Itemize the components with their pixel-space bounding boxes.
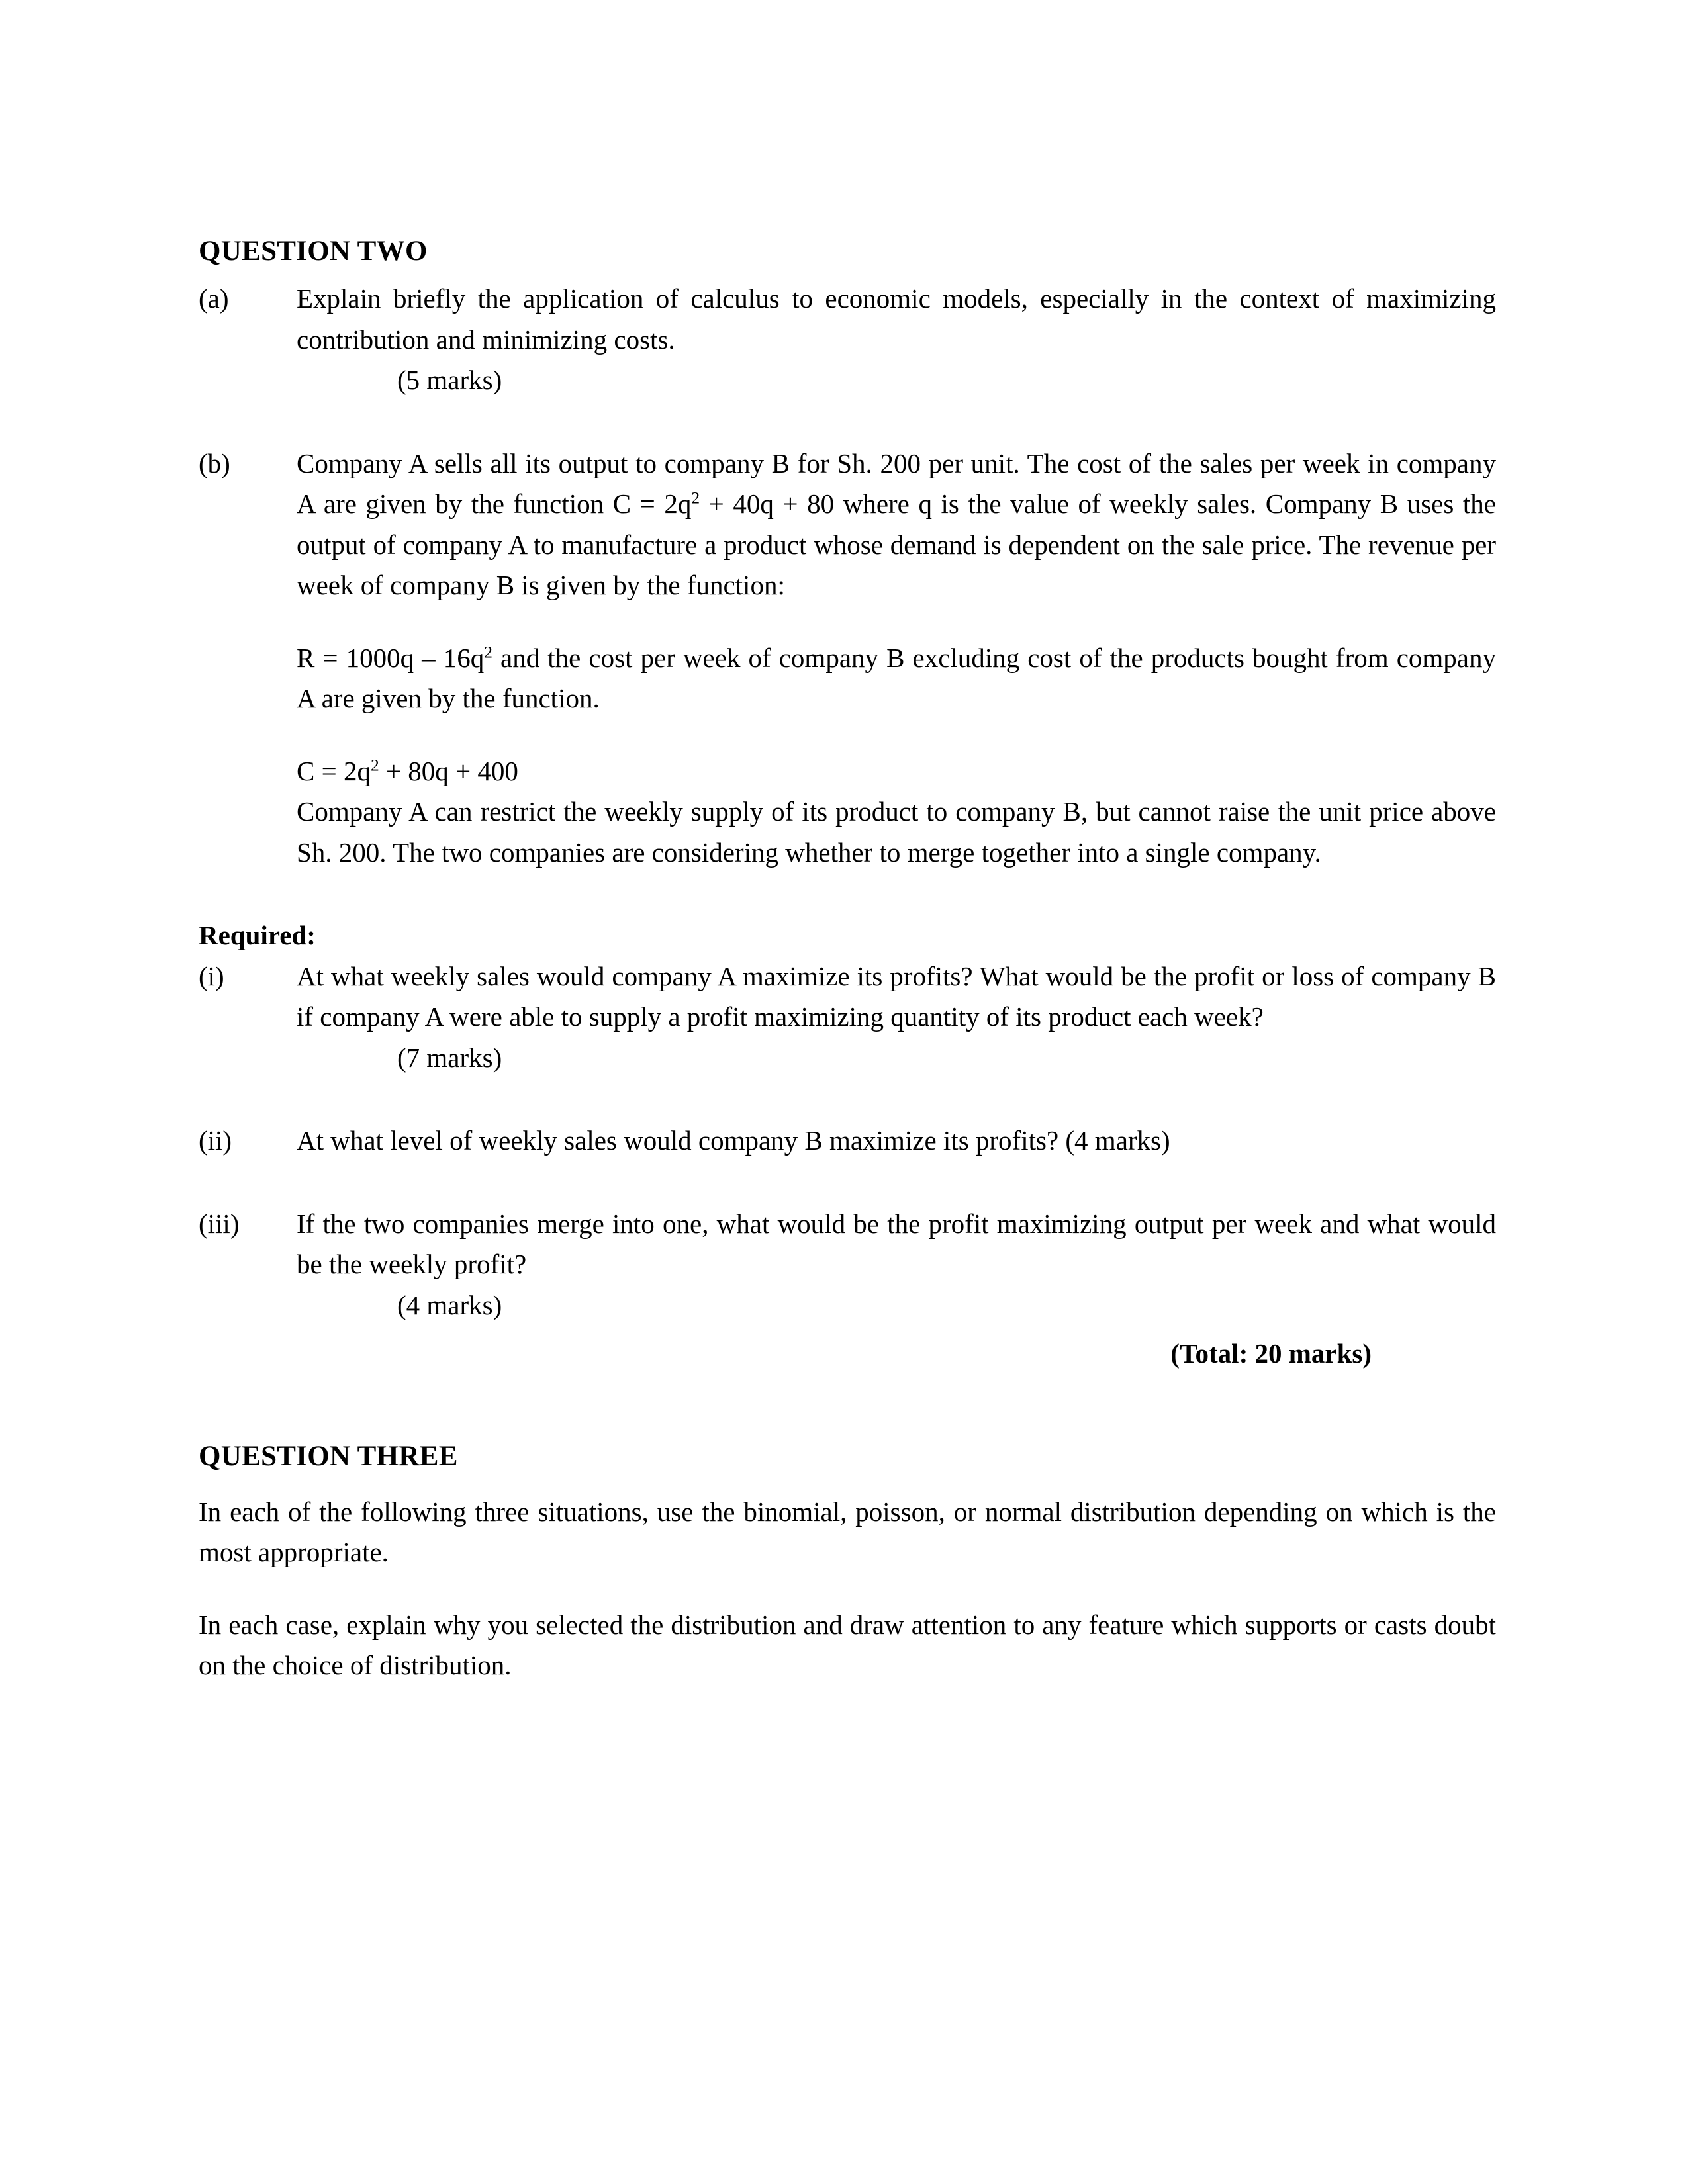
part-b-intro-superscript: 2	[691, 488, 700, 508]
question-two-part-b	[199, 443, 1496, 606]
part-b-intro: Company A sells all its output to company B for Sh. 200 per unit. The cost of the sales per week in company A are given by the function C = 2q	[297, 447, 1496, 520]
part-b-body	[297, 443, 1496, 606]
cost-formula: C = 2q	[297, 755, 371, 786]
part-b-intro-continued: + 40q + 80 where q is the value of weekly sales. Company B uses the output of company A to manufacture a product whose demand is dependent on the sale price. The revenue per week of company B is given by the function:	[297, 488, 1496, 601]
spacer	[199, 1161, 1496, 1204]
spacer	[199, 1326, 1496, 1334]
part-b-closing-text: Company A can restrict the weekly supply of its product to company B, but cannot raise the unit price above Sh. 200. The two companies are considering whether to merge together into a single company.	[297, 796, 1496, 868]
required-item-ii-text: At what level of weekly sales would company B maximize its profits? (4 marks)	[297, 1125, 1170, 1156]
required-item-i	[199, 956, 1496, 1038]
part-a-marks: (5 marks)	[397, 365, 502, 396]
required-item-ii	[199, 1120, 1496, 1161]
required-item-i-text: At what weekly sales would company A maximize its profits? What would be the profit or loss of company B if company A were able to supply a profit maximizing quantity of its product each week?	[297, 960, 1496, 1032]
required-item-ii-label: (ii)	[199, 1125, 232, 1156]
question-two-heading: QUESTION TWO	[199, 236, 428, 267]
question-three-paragraph-2: In each case, explain why you selected the distribution and draw attention to any feature which supports or casts doubt on the choice of distribution.	[199, 1609, 1496, 1681]
part-a-label: (a)	[199, 283, 229, 314]
cost-formula-remainder: + 80q + 400	[379, 755, 518, 786]
question-three-paragraph-1: In each of the following three situations, use the binomial, poisson, or normal distribution depending on which is the most appropriate.	[199, 1496, 1496, 1568]
spacer	[199, 606, 1496, 638]
required-item-iii-label: (iii)	[199, 1208, 240, 1239]
spacer	[199, 1375, 1496, 1438]
revenue-formula-body	[297, 638, 1496, 719]
spacer	[199, 1078, 1496, 1120]
part-b-closing-row	[199, 792, 1496, 873]
revenue-formula-description: and the cost per week of company B excluding cost of the products bought from company A are given by the function.	[297, 642, 1496, 714]
required-item-iii-text: If the two companies merge into one, what would be the profit maximizing output per week and what would be the weekly profit?	[297, 1208, 1496, 1280]
page-content	[199, 233, 1496, 1686]
revenue-formula-superscript: 2	[484, 642, 492, 661]
required-item-iii	[199, 1204, 1496, 1285]
question-three-heading: QUESTION THREE	[199, 1440, 458, 1472]
spacer	[199, 1573, 1496, 1605]
part-a-text: Explain briefly the application of calculus to economic models, especially in the context of maximizing contribution and minimizing costs.	[297, 283, 1496, 355]
revenue-formula: R = 1000q – 16q	[297, 642, 485, 673]
part-b-label: (b)	[199, 447, 230, 478]
cost-formula-row	[199, 751, 1496, 792]
required-label: Required:	[199, 920, 316, 951]
required-item-i-marks: (7 marks)	[397, 1042, 502, 1073]
spacer	[199, 873, 1496, 915]
revenue-formula-row	[199, 638, 1496, 719]
required-item-i-label: (i)	[199, 960, 224, 991]
spacer	[199, 401, 1496, 443]
question-two-total-marks: (Total: 20 marks)	[1170, 1338, 1372, 1369]
spacer	[199, 719, 1496, 751]
cost-formula-body	[297, 751, 1496, 792]
question-two-part-a	[199, 279, 1496, 360]
cost-formula-superscript: 2	[370, 755, 379, 774]
required-item-iii-marks: (4 marks)	[397, 1289, 502, 1320]
